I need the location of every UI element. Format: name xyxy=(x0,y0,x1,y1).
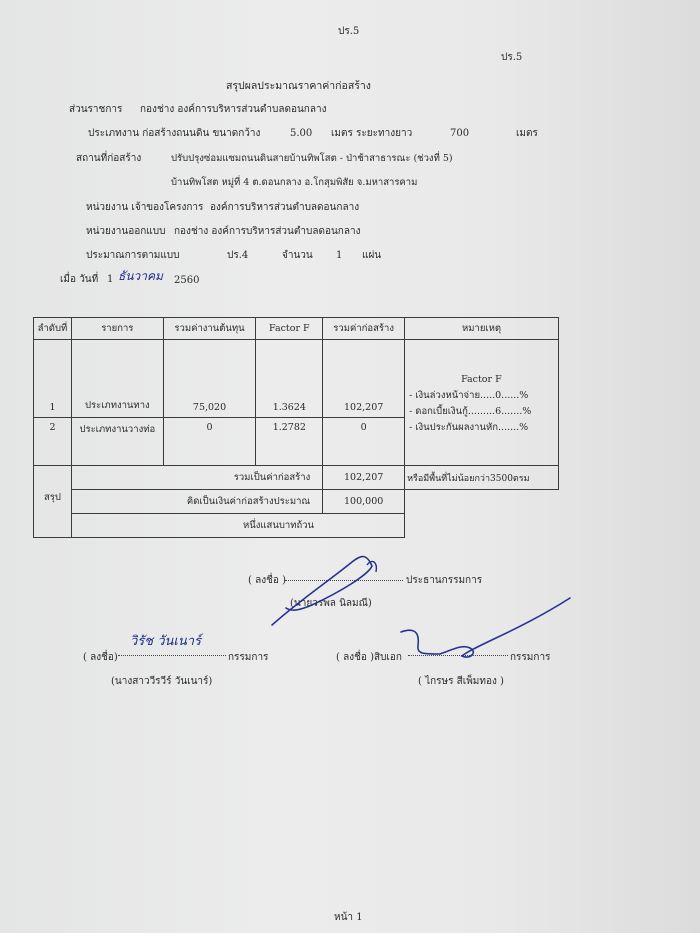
member1-name: (นางสาววีรวีร์ วันเนาร์) xyxy=(111,676,213,687)
row-cost: 0 xyxy=(163,418,256,466)
estimate-words: หนึ่งแสนบาทถ้วน xyxy=(71,514,404,538)
remarks-line-2: - ดอกเบี้ยเงินกู้.........6.......% xyxy=(409,406,532,417)
row-item: ประเภทงานวางท่อ xyxy=(71,418,163,466)
document-title: สรุปผลประมาณราคาค่าก่อสร้าง xyxy=(226,80,371,92)
width-value: 5.00 xyxy=(290,128,313,139)
row-no: 1 xyxy=(34,340,72,418)
remarks-line-3: - เงินประกันผลงานหัก.......% xyxy=(409,422,529,433)
row-cost: 75,020 xyxy=(163,340,256,418)
estimate-label-cell: คิดเป็นเงินค่าก่อสร้างประมาณ xyxy=(71,490,322,514)
form-code-right: ปร.5 xyxy=(501,52,523,63)
form-code-top: ปร.5 xyxy=(338,26,360,37)
member1-prefix: ( ลงชื่อ) xyxy=(83,652,118,663)
member1-handwritten: วิรัช วันเนาร์ xyxy=(130,634,202,649)
member2-prefix: ( ลงชื่อ )สิบเอก xyxy=(336,652,402,663)
remarks-title: Factor F xyxy=(461,374,502,385)
header-item: รายการ xyxy=(71,318,163,340)
designer-label: หน่วยงานออกแบบ xyxy=(86,226,166,237)
date-month-handwritten: ธันวาคม xyxy=(118,269,163,283)
row-factor: 1.3624 xyxy=(256,340,323,418)
header-factor: Factor F xyxy=(256,318,323,340)
agency-label: ส่วนราชการ xyxy=(69,104,123,115)
work-type-label: ประเภทงาน ก่อสร้างถนนดิน ขนาดกว้าง xyxy=(88,128,261,139)
width-unit: เมตร ระยะทางยาว xyxy=(331,128,413,139)
page-number: หน้า 1 xyxy=(334,912,363,923)
count-value: 1 xyxy=(336,250,343,261)
date-label: เมื่อ วันที่ xyxy=(60,274,99,285)
row-no: 2 xyxy=(34,418,72,466)
row-total: 102,207 xyxy=(323,340,405,418)
sum-value: 102,207 xyxy=(323,466,405,490)
remarks-line-1: - เงินล่วงหน้าจ่าย.....0......% xyxy=(409,390,529,401)
estimate-value: 100,000 xyxy=(323,490,405,514)
row-total: 0 xyxy=(323,418,405,466)
site-value-2: บ้านทิพโสต หมู่ที่ 4 ต.ดอนกลาง อ.โกสุมพิสัย จ.มหาสารคาม xyxy=(171,177,418,188)
member2-role: กรรมการ xyxy=(510,652,551,663)
estimate-label: ประมาณการตามแบบ xyxy=(86,250,180,261)
summary-label: สรุป xyxy=(34,466,72,538)
header-cost: รวมค่างานต้นทุน xyxy=(163,318,256,340)
row-factor: 1.2782 xyxy=(256,418,323,466)
chair-prefix: ( ลงชื่อ ) xyxy=(248,575,286,586)
owner-label: หน่วยงาน เจ้าของโครงการ xyxy=(86,202,204,213)
count-label: จำนวน xyxy=(282,250,313,261)
sum-label: รวมเป็นค่าก่อสร้าง xyxy=(71,466,322,490)
chair-name: (นายวรพล นิลมณี) xyxy=(290,598,372,609)
remarks-line-4: หรือมีพื้นที่ไม่น้อยกว่า3500ตรม xyxy=(405,466,559,490)
site-value-1: ปรับปรุงซ่อมแซมถนนดินสายบ้านทิพโสต - ป่าช้าสาธารณะ (ช่วงที่ 5) xyxy=(171,153,453,164)
count-unit: แผ่น xyxy=(362,250,382,261)
row-item: ประเภทงานทาง xyxy=(71,340,163,418)
designer-value: กองช่าง องค์การบริหารส่วนตำบลดอนกลาง xyxy=(174,226,361,237)
header-no: ลำดับที่ xyxy=(34,318,72,340)
chair-role: ประธานกรรมการ xyxy=(406,575,483,586)
date-year: 2560 xyxy=(174,275,200,286)
member2-name: ( ไกรษร สีเพ็มทอง ) xyxy=(418,676,504,687)
length-value: 700 xyxy=(450,128,470,139)
agency-value: กองช่าง องค์การบริหารส่วนตำบลดอนกลาง xyxy=(140,104,327,115)
length-unit: เมตร xyxy=(516,128,538,139)
site-label: สถานที่ก่อสร้าง xyxy=(76,153,142,164)
owner-value: องค์การบริหารส่วนตำบลดอนกลาง xyxy=(210,202,360,213)
header-remark: หมายเหตุ xyxy=(405,318,559,340)
member1-role: กรรมการ xyxy=(228,652,269,663)
estimate-form: ปร.4 xyxy=(227,250,249,261)
date-day: 1 xyxy=(107,274,114,285)
header-total: รวมค่าก่อสร้าง xyxy=(323,318,405,340)
